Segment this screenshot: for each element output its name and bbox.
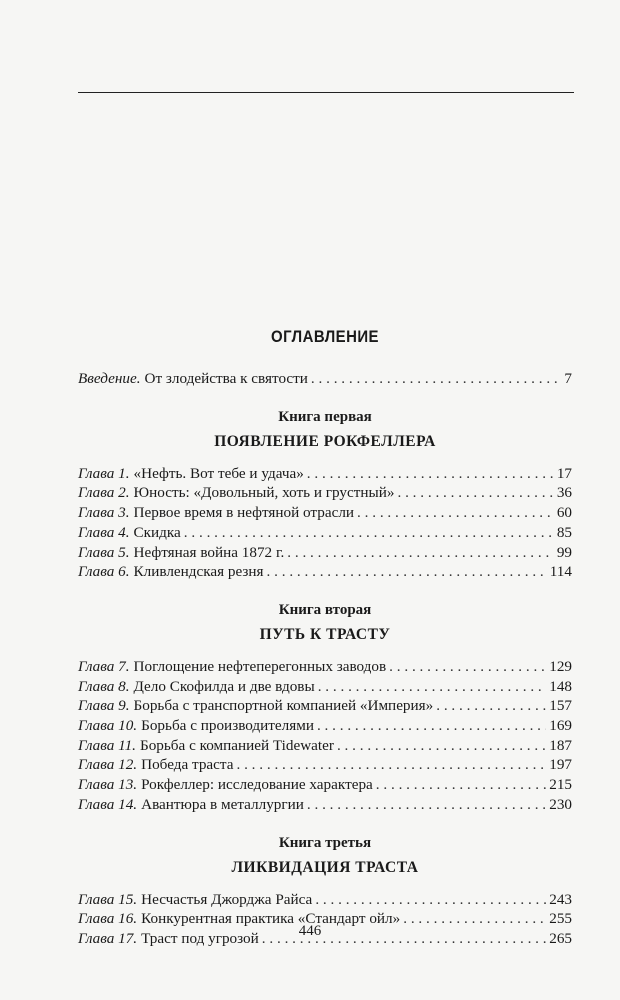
top-rule bbox=[78, 92, 574, 93]
entry-page: 265 bbox=[549, 929, 572, 947]
entry-page: 197 bbox=[549, 756, 572, 774]
entry-label: Глава 10. bbox=[78, 717, 138, 735]
entry-page: 169 bbox=[549, 717, 572, 735]
chapter-entry[interactable] bbox=[78, 775, 572, 795]
dot-leader bbox=[337, 736, 546, 756]
dot-leader bbox=[267, 562, 547, 582]
chapter-entry[interactable] bbox=[78, 464, 572, 484]
entry-title: Кливлендская резня bbox=[133, 563, 264, 581]
dot-leader bbox=[389, 657, 546, 677]
entry-page: 187 bbox=[549, 736, 572, 754]
entry-label: Глава 14. bbox=[78, 795, 138, 813]
entry-title: Первое время в нефтяной отрасли bbox=[133, 504, 355, 522]
chapter-entry[interactable] bbox=[78, 543, 572, 563]
chapter-entry[interactable] bbox=[78, 483, 572, 503]
book-section bbox=[78, 602, 572, 815]
dot-leader bbox=[376, 775, 546, 795]
entry-label: Глава 2. bbox=[78, 484, 130, 502]
dot-leader bbox=[287, 543, 554, 563]
entry-label: Глава 15. bbox=[78, 890, 138, 908]
entry-title: Скидка bbox=[133, 523, 181, 541]
entry-page: 7 bbox=[564, 370, 572, 387]
chapter-entry[interactable] bbox=[78, 755, 572, 775]
entry-page: 114 bbox=[549, 563, 572, 581]
chapter-entry[interactable] bbox=[78, 562, 572, 582]
dot-leader bbox=[317, 716, 546, 736]
dot-leader bbox=[307, 464, 554, 484]
chapter-entry[interactable] bbox=[78, 657, 572, 677]
entry-label: Глава 17. bbox=[78, 929, 138, 947]
book-title: ПУТЬ К ТРАСТУ bbox=[259, 625, 391, 643]
entry-title: Победа траста bbox=[141, 756, 234, 774]
chapter-entry[interactable] bbox=[78, 677, 572, 697]
entry-title: Конкурентная практика «Стандарт ойл» bbox=[141, 910, 401, 928]
chapter-entry[interactable] bbox=[78, 503, 572, 523]
entry-title: Борьба с производителями bbox=[141, 717, 314, 735]
entry-page: 99 bbox=[556, 543, 572, 561]
entry-label: Глава 6. bbox=[78, 563, 130, 581]
dot-leader bbox=[318, 677, 547, 697]
entry-label: Глава 8. bbox=[78, 677, 130, 695]
entry-label: Глава 13. bbox=[78, 776, 138, 794]
toc-title: ОГЛАВЛЕНИЕ bbox=[271, 327, 379, 346]
entry-title: Борьба с транспортной компанией «Империя» bbox=[133, 697, 434, 715]
entry-title: Поглощение нефтеперегонных заводов bbox=[133, 657, 387, 675]
book-number: Книга вторая bbox=[278, 601, 372, 618]
entry-page: 148 bbox=[549, 677, 572, 695]
book-title: ПОЯВЛЕНИЕ РОКФЕЛЛЕРА bbox=[214, 432, 436, 450]
entry-title: Дело Скофилда и две вдовы bbox=[133, 677, 315, 695]
dot-leader bbox=[315, 890, 546, 910]
entry-title: От злодейства к святости bbox=[144, 370, 308, 387]
books bbox=[78, 409, 572, 949]
entry-label: Глава 1. bbox=[78, 464, 130, 482]
entry-title: Рокфеллер: исследование характера bbox=[141, 776, 373, 794]
entry-label: Глава 11. bbox=[78, 736, 136, 754]
entry-label: Глава 3. bbox=[78, 504, 130, 522]
chapter-entry[interactable] bbox=[78, 890, 572, 910]
entry-page: 36 bbox=[556, 484, 572, 502]
entry-label: Глава 12. bbox=[78, 756, 138, 774]
entry-page: 255 bbox=[549, 910, 572, 928]
entry-label: Введение. bbox=[78, 370, 141, 387]
entry-title: Несчастья Джорджа Райса bbox=[141, 890, 313, 908]
entry-title: Борьба с компанией Tidewater bbox=[139, 736, 334, 754]
chapter-entry[interactable] bbox=[78, 795, 572, 815]
chapter-entry[interactable] bbox=[78, 716, 572, 736]
chapter-entry[interactable] bbox=[78, 696, 572, 716]
dot-leader bbox=[184, 523, 554, 543]
entry-page: 230 bbox=[549, 795, 572, 813]
entry-title: «Нефть. Вот тебе и удача» bbox=[133, 464, 304, 482]
dot-leader bbox=[357, 503, 554, 523]
dot-leader bbox=[307, 795, 546, 815]
entry-label: Глава 5. bbox=[78, 543, 130, 561]
entry-page: 157 bbox=[549, 697, 572, 715]
entry-page: 129 bbox=[549, 657, 572, 675]
entry-label: Глава 4. bbox=[78, 523, 130, 541]
entry-page: 60 bbox=[556, 504, 572, 522]
entry-page: 17 bbox=[556, 464, 572, 482]
dot-leader bbox=[311, 369, 561, 389]
chapter-entry[interactable] bbox=[78, 736, 572, 756]
entry-page: 215 bbox=[549, 776, 572, 794]
book-section bbox=[78, 409, 572, 582]
intro-entry[interactable] bbox=[78, 369, 572, 389]
dot-leader bbox=[236, 755, 546, 775]
entry-label: Глава 9. bbox=[78, 697, 130, 715]
entry-label: Глава 7. bbox=[78, 657, 130, 675]
entry-title: Авантюра в металлургии bbox=[141, 795, 304, 813]
table-of-contents bbox=[78, 327, 572, 969]
entry-page: 85 bbox=[556, 523, 572, 541]
dot-leader bbox=[397, 483, 553, 503]
entry-title: Траст под угрозой bbox=[141, 929, 259, 947]
page-number: 446 bbox=[298, 923, 322, 939]
book-number: Книга первая bbox=[278, 408, 372, 425]
entry-label: Глава 16. bbox=[78, 910, 138, 928]
entry-title: Юность: «Довольный, хоть и грустный» bbox=[133, 484, 395, 502]
book-title: ЛИКВИДАЦИЯ ТРАСТА bbox=[231, 858, 419, 876]
chapter-entry[interactable] bbox=[78, 523, 572, 543]
book-number: Книга третья bbox=[278, 834, 372, 851]
entry-page: 243 bbox=[549, 890, 572, 908]
dot-leader bbox=[436, 696, 546, 716]
entry-title: Нефтяная война 1872 г. bbox=[133, 543, 285, 561]
